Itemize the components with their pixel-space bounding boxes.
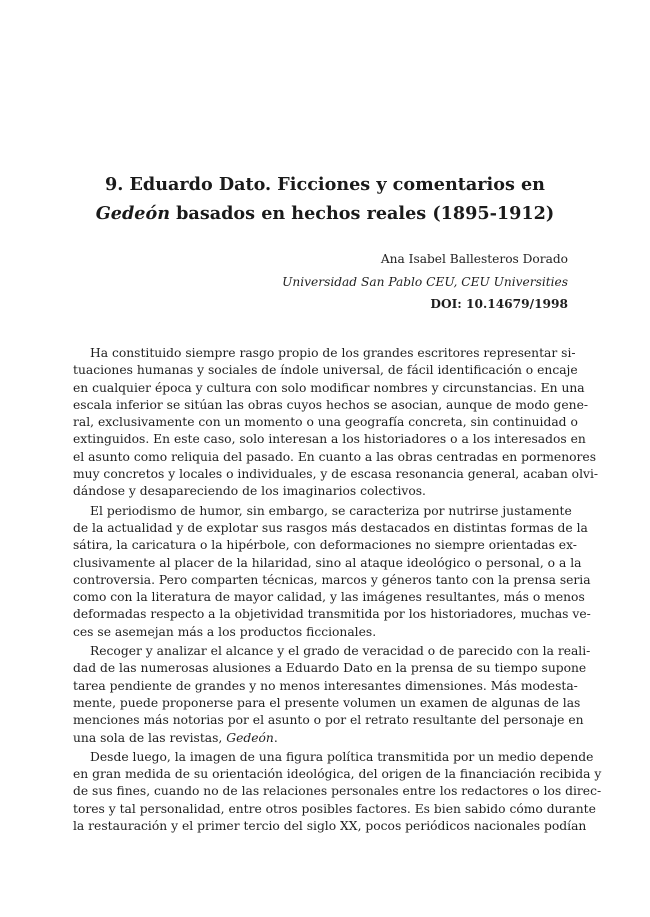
- text-line: Recoger y analizar el alcance y el grado de veracidad o de parecido con la reali-: [90, 644, 591, 659]
- text-line: extinguidos. En este caso, solo interesan a los historiadores o a los interesados en: [73, 432, 586, 447]
- author-institution: Universidad San Pablo CEU, CEU Universities: [282, 274, 568, 289]
- text-line: ces se asemejan más a los productos ficcionales.: [73, 624, 377, 639]
- text-line: muy concretos y locales o individuales, y de escasa resonancia general, acaban olvi-: [73, 467, 599, 482]
- text-line: clusivamente al placer de la hilaridad, sino al ataque ideológico o personal, o a la: [73, 555, 582, 570]
- paragraph: [73, 503, 591, 641]
- text-line: sátira, la caricatura o la hipérbole, con deformaciones no siempre orientadas ex-: [73, 538, 577, 553]
- text-line: como con la literatura de mayor calidad, y las imágenes resultantes, más o menos: [73, 590, 585, 605]
- paragraph: [73, 749, 602, 835]
- paragraph: [73, 643, 591, 747]
- text-line: tuaciones humanas y sociales de índole universal, de fácil identificación o encaje: [73, 363, 578, 378]
- text-line: menciones más notorias por el asunto o por el retrato resultante del personaje en: [73, 713, 584, 728]
- text-line: tores y tal personalidad, entre otros posibles factores. Es bien sabido cómo durante: [73, 801, 596, 816]
- chapter-title-line-1: 9. Eduardo Dato. Ficciones y comentarios en: [105, 174, 545, 195]
- text-line: dad de las numerosas alusiones a Eduardo Dato en la prensa de su tiempo supone: [73, 661, 587, 676]
- text-line: una sola de las revistas, Gedeón.: [73, 730, 278, 745]
- chapter-title-italic: Gedeón: [95, 203, 170, 224]
- text-line: la restauración y el primer tercio del siglo XX, pocos periódicos nacionales podían: [73, 819, 587, 834]
- chapter-title-line-2: [0, 199, 650, 228]
- text-line: Desde luego, la imagen de una figura política transmitida por un medio depende: [90, 749, 594, 764]
- text-line: tarea pendiente de grandes y no menos interesantes dimensiones. Más modesta-: [73, 678, 578, 693]
- paragraph: [73, 345, 599, 501]
- text-line: en cualquier época y cultura con solo modificar nombres y circunstancias. En una: [73, 380, 585, 395]
- author-block: [282, 248, 568, 316]
- chapter-title: [0, 170, 650, 228]
- text-line: de sus fines, cuando no de las relaciones personales entre los redactores o los direc-: [73, 784, 602, 799]
- text-line: escala inferior se sitúan las obras cuyos hechos se asocian, aunque de modo gene-: [73, 397, 588, 412]
- body-text: [73, 345, 602, 835]
- text-line: Ha constituido siempre rasgo propio de los grandes escritores representar si-: [90, 346, 576, 360]
- text-line: El periodismo de humor, sin embargo, se caracteriza por nutrirse justamente: [90, 503, 572, 518]
- text-line: de la actualidad y de explotar sus rasgos más destacados en distintas formas de la: [73, 520, 588, 535]
- text-line: controversia. Pero comparten técnicas, marcos y géneros tanto con la prensa seria: [73, 572, 591, 587]
- doi: DOI: 10.14679/1998: [430, 297, 568, 311]
- author-name: Ana Isabel Ballesteros Dorado: [380, 252, 568, 266]
- text-line: en gran medida de su orientación ideológica, del origen de la financiación recibida y: [73, 767, 602, 782]
- text-line: deformadas respecto a la objetividad transmitida por los historiadores, muchas ve-: [73, 607, 591, 622]
- text-line: ral, exclusivamente con un momento o una geografía concreta, sin continuidad o: [73, 415, 578, 430]
- text-line: el asunto como reliquia del pasado. En cuanto a las obras centradas en pormenores: [73, 449, 597, 464]
- text-line: dándose y desapareciendo de los imaginarios colectivos.: [73, 484, 426, 499]
- chapter-title-line-2-rest: basados en hechos reales (1895-1912): [170, 203, 555, 224]
- text-line: mente, puede proponerse para el presente volumen un examen de algunas de las: [73, 695, 581, 710]
